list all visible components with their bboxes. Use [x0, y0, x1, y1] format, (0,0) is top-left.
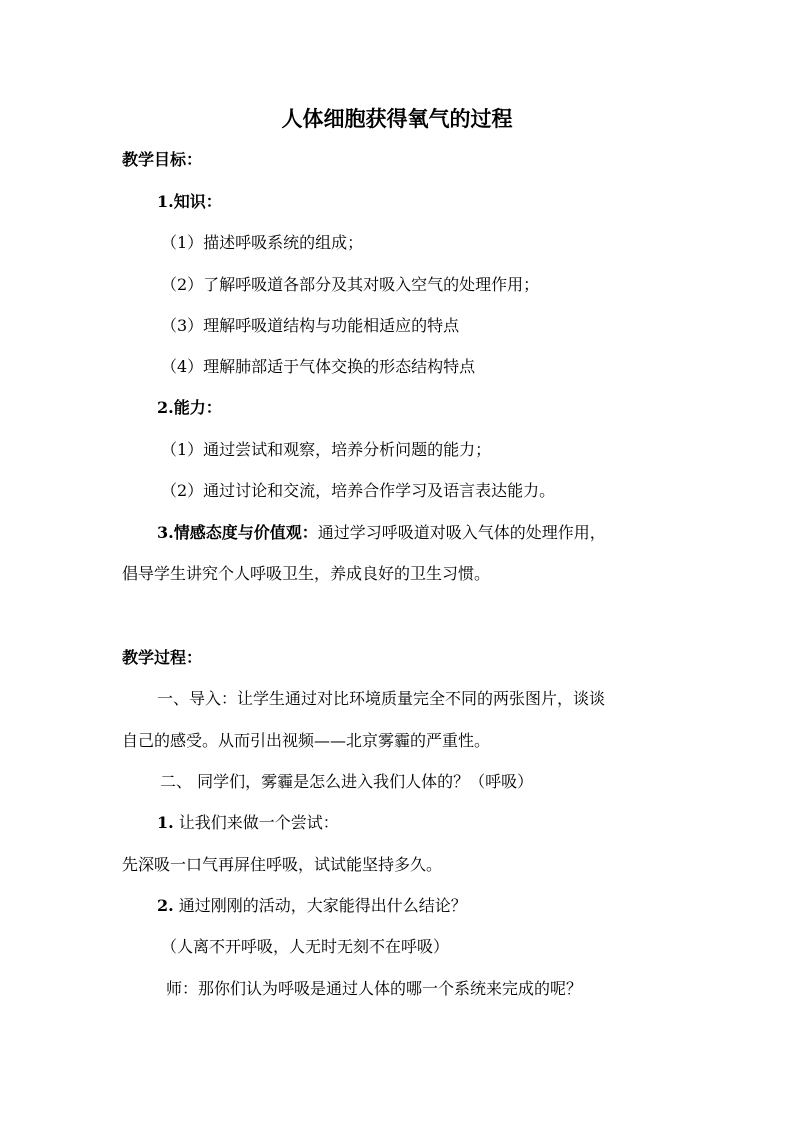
step2-line	[157, 896, 467, 916]
ability-item-2: （2）通过讨论和交流，培养合作学习及语言表达能力。	[161, 481, 556, 500]
ability-label-text: 2.能力：	[157, 398, 222, 417]
step1-line	[157, 813, 339, 833]
knowledge-item-2: （2）了解呼吸道各部分及其对吸入空气的处理作用；	[161, 275, 540, 294]
goals-heading: 教学目标：	[122, 150, 203, 169]
emotion-label: 3.情感态度与价值观：	[157, 523, 318, 542]
knowledge-label	[157, 192, 222, 212]
step2-number: 2.	[157, 896, 174, 915]
process-heading: 教学过程：	[122, 648, 203, 667]
ability-label	[157, 398, 222, 418]
step1-text: 让我们来做一个尝试：	[173, 813, 339, 832]
emotion-text-line1: 通过学习呼吸道对吸入气体的处理作用，	[317, 523, 606, 542]
step1-detail: 先深吸一口气再屏住呼吸，试试能坚持多久。	[122, 855, 443, 874]
knowledge-item-4: （4）理解肺部适于气体交换的形态结构特点	[161, 357, 476, 376]
intro-line1: 一、导入：让学生通过对比环境质量完全不同的两张图片，谈谈	[157, 689, 606, 708]
step2-text: 通过刚刚的活动，大家能得出什么结论？	[173, 896, 467, 915]
intro-line2: 自己的感受。从而引出视频——北京雾霾的严重性。	[122, 731, 491, 750]
document-title: 人体细胞获得氧气的过程	[281, 106, 513, 131]
emotion-paragraph-line1	[157, 523, 606, 543]
knowledge-item-3: （3）理解呼吸道结构与功能相适应的特点	[161, 316, 460, 335]
step2-answer: （人离不开呼吸，人无时无刻不在呼吸）	[161, 937, 450, 956]
part2-question: 二、 同学们，雾霾是怎么进入我们人体的？（呼吸）	[160, 772, 534, 791]
knowledge-item-1: （1）描述呼吸系统的组成；	[161, 233, 364, 252]
ability-item-1: （1）通过尝试和观察，培养分析问题的能力；	[161, 440, 492, 459]
knowledge-label-text: 1.知识：	[157, 192, 222, 211]
emotion-paragraph-line2: 倡导学生讲究个人呼吸卫生，养成良好的卫生习惯。	[122, 564, 491, 583]
step1-number: 1.	[157, 813, 174, 832]
teacher-question: 师：那你们认为呼吸是通过人体的哪一个系统来完成的呢？	[166, 979, 583, 998]
